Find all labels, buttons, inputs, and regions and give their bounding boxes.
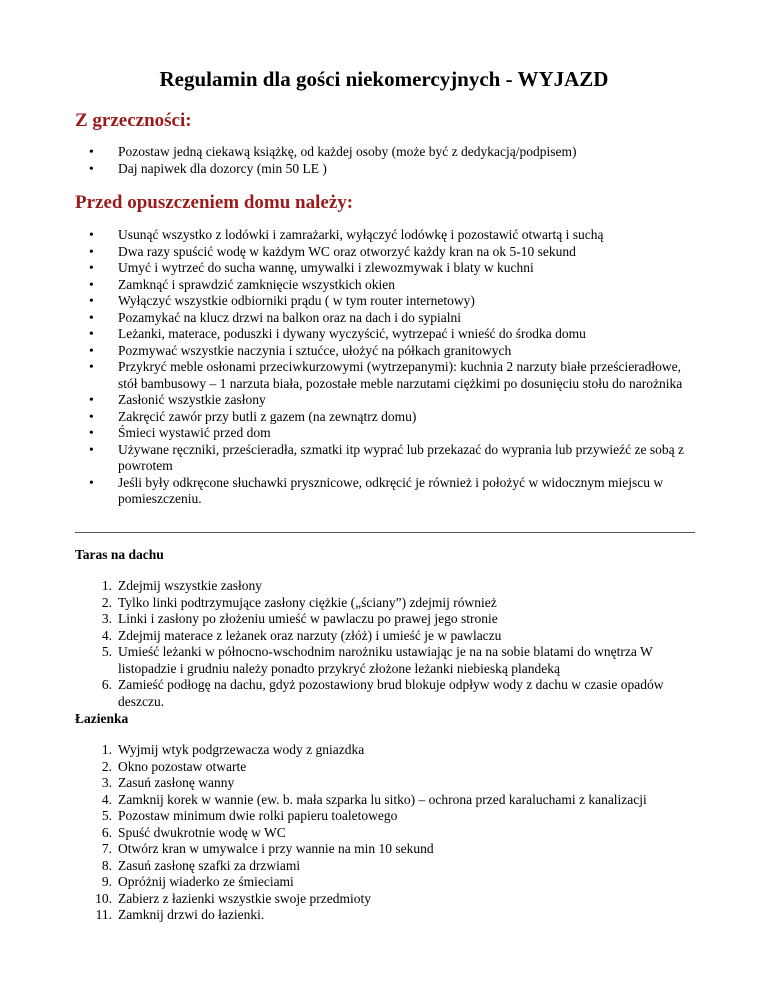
section-heading-courtesy: Z grzeczności: [75, 110, 192, 131]
list-item: • Leżanki, materace, poduszki i dywany wyczyścić, wytrzepać i wnieść do środka domu [75, 326, 695, 343]
list-text: Linki i zasłony po złożeniu umieść w pawlaczu po prawej jego stronie [118, 611, 498, 626]
document-title: Regulamin dla gości niekomercyjnych - WYJAZD [159, 67, 609, 91]
list-item: • Umyć i wytrzeć do sucha wannę, umywalki i zlewozmywak i blaty w kuchni [75, 260, 695, 277]
list-text: Zamknij korek w wannie (ew. b. mała szparka lu sitko) – ochrona przed karaluchami z kanalizacji [118, 791, 647, 807]
list-number: 5. [101, 644, 112, 659]
list-item: • Przykryć meble osłonami przeciwkurzowymi (wytrzepanymi): kuchnia 2 narzuty białe prześcieradłowe, stół bambusowy – 1 narzuta biała, pozostałe meble narzutami ciężkimi po dosunięciu stołu do narożnika [75, 359, 695, 392]
list-item [75, 792, 695, 809]
list-number: 4. [101, 627, 112, 643]
list-item [75, 644, 695, 677]
subheading-lazienka: Łazienka [75, 711, 129, 726]
list-item [75, 578, 695, 595]
list-text: Okno pozostaw otwarte [118, 758, 247, 774]
list-item [75, 759, 695, 776]
list-item [75, 874, 695, 891]
list-item: • Pozostaw jedną ciekawą książkę, od każdej osoby (może być z dedykacją/podpisem) [75, 144, 695, 161]
list-number: 6. [101, 677, 112, 692]
list-number: 1. [101, 742, 112, 757]
list-number: 11. [95, 907, 112, 922]
list-number: 9. [101, 874, 112, 889]
list-text: Opróżnij wiaderko ze śmieciami [118, 874, 294, 889]
list-text: Wyjmij wtyk podgrzewacza wody z gniazdka [118, 742, 365, 757]
list-text: Umieść leżanki w północno-wschodnim narożniku ustawiając je na na sobie blatami do wnętrza W listopadzie i grudniu należy ponadto przykryć złożone leżanki niebieską plandeką [118, 644, 653, 676]
list-text: Zamknij drzwi do łazienki. [118, 907, 265, 922]
list-text: Zdejmij materace z leżanek oraz narzuty (złóż) i umieść je w pawlaczu [118, 627, 502, 643]
list-text: Zasuń zasłonę szafki za drzwiami [118, 857, 301, 873]
list-number: 10. [95, 890, 112, 906]
list-item [75, 891, 695, 908]
list-text: Zasuń zasłonę wanny [118, 775, 235, 790]
list-number: 1. [101, 578, 112, 593]
list-number: 5. [101, 808, 112, 823]
list-item: • Używane ręczniki, prześcieradła, szmatki itp wyprać lub przekazać do wyprania lub przywieźć ze sobą z powrotem [75, 442, 695, 475]
list-item [75, 841, 695, 858]
list-item [75, 677, 695, 710]
list-item: • Daj napiwek dla dozorcy (min 50 LE ) [75, 161, 695, 178]
list-item [75, 808, 695, 825]
list-text: Pozostaw minimum dwie rolki papieru toaletowego [118, 808, 398, 823]
list-item: • Zakręcić zawór przy butli z gazem (na zewnątrz domu) [75, 409, 695, 426]
list-item: • Jeśli były odkręcone słuchawki prysznicowe, odkręcić je również i położyć w widocznym miejscu w pomieszczeniu. [75, 475, 695, 508]
courtesy-list [75, 144, 695, 177]
list-item: • Usunąć wszystko z lodówki i zamrażarki, wyłączyć lodówkę i pozostawić otwartą i suchą [75, 227, 695, 244]
list-number: 2. [101, 594, 112, 610]
list-number: 2. [101, 758, 112, 774]
list-number: 3. [101, 611, 112, 626]
list-item [75, 611, 695, 628]
list-item: • Dwa razy spuścić wodę w każdym WC oraz otworzyć każdy kran na ok 5-10 sekund [75, 244, 695, 261]
list-item: • Pozmywać wszystkie naczynia i sztućce, ułożyć na półkach granitowych [75, 343, 695, 360]
list-item: • Zamknąć i sprawdzić zamknięcie wszystkich okien [75, 277, 695, 294]
list-item: • Wyłączyć wszystkie odbiorniki prądu ( w tym router internetowy) [75, 293, 695, 310]
list-number: 6. [101, 824, 112, 840]
list-text: Zamieść podłogę na dachu, gdyż pozostawiony brud blokuje odpływ wody z dachu w czasie opadów deszczu. [118, 677, 664, 709]
before-leaving-list [75, 227, 695, 508]
list-item: • Zasłonić wszystkie zasłony [75, 392, 695, 409]
taras-list [75, 578, 695, 710]
list-text: Tylko linki podtrzymujące zasłony ciężkie („ściany”) zdejmij również [118, 594, 497, 610]
list-item [75, 628, 695, 645]
list-item: • Śmieci wystawić przed dom [75, 425, 695, 442]
list-item [75, 825, 695, 842]
list-item: • Pozamykać na klucz drzwi na balkon oraz na dach i do sypialni [75, 310, 695, 327]
subheading-taras: Taras na dachu [75, 547, 164, 562]
list-item [75, 858, 695, 875]
horizontal-divider [75, 532, 695, 533]
list-text: Otwórz kran w umywalce i przy wannie na min 10 sekund [118, 841, 434, 856]
list-item [75, 775, 695, 792]
list-text: Zdejmij wszystkie zasłony [118, 578, 262, 593]
list-number: 8. [101, 857, 112, 873]
list-number: 7. [101, 841, 112, 856]
list-number: 3. [101, 775, 112, 790]
section-heading-before-leaving: Przed opuszczeniem domu należy: [75, 192, 354, 213]
list-item [75, 907, 695, 924]
lazienka-list [75, 742, 695, 924]
list-text: Zabierz z łazienki wszystkie swoje przedmioty [118, 890, 372, 906]
list-item [75, 742, 695, 759]
list-text: Spuść dwukrotnie wodę w WC [118, 824, 286, 840]
list-item [75, 595, 695, 612]
list-number: 4. [101, 791, 112, 807]
